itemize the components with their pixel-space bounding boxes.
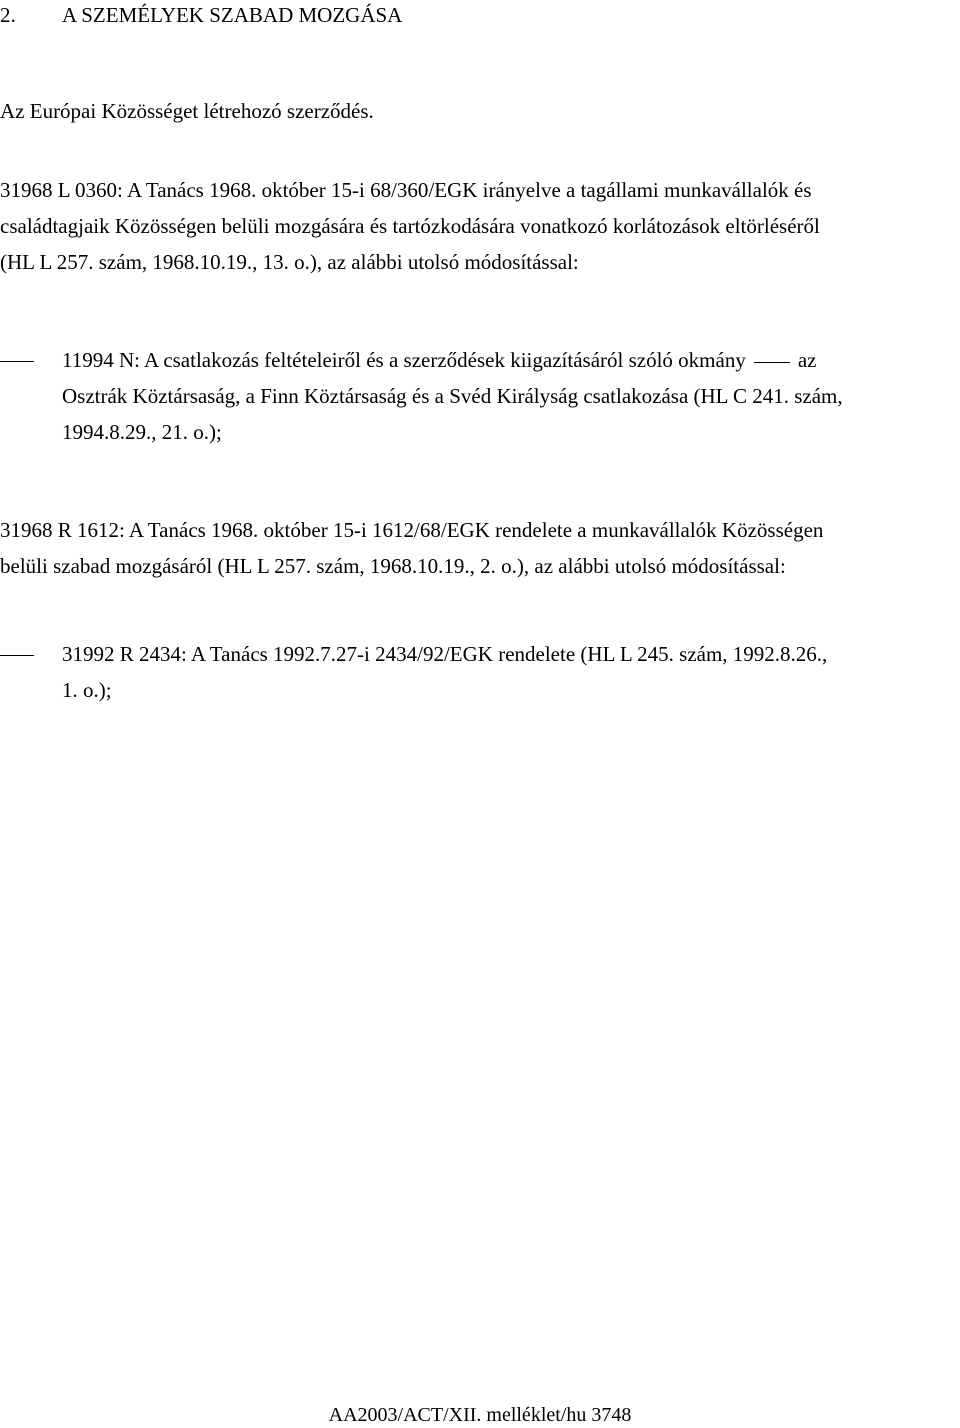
- inline-dash: [754, 362, 790, 363]
- entry-2-line-2: belüli szabad mozgásáról (HL L 257. szám, 1968.10.19., 2. o.), az alábbi utolsó módosítással:: [0, 554, 786, 578]
- entry-1-amendment: [62, 342, 843, 450]
- section-number: 2.: [0, 3, 16, 27]
- amendment-dash: [0, 655, 34, 656]
- entry-1-line-2: családtagjaik Közösségen belüli mozgására és tartózkodására vonatkozó korlátozások eltörléséről: [0, 214, 820, 238]
- entry-1-amendment-line-2: Osztrák Köztársaság, a Finn Köztársaság és a Svéd Királyság csatlakozása (HL C 241. szám,: [62, 384, 843, 408]
- treaty-line: Az Európai Közösséget létrehozó szerződés.: [0, 99, 374, 123]
- amendment-dash: [0, 361, 34, 362]
- entry-1-amendment-line-1: 11994 N: A csatlakozás feltételeiről és a szerződések kiigazításáról szóló okmány az: [62, 348, 817, 372]
- entry-2-paragraph: [0, 512, 823, 584]
- entry-1-paragraph: [0, 172, 820, 280]
- entry-2-amendment-line-2: 1. o.);: [62, 678, 112, 702]
- entry-1-amendment-line-3: 1994.8.29., 21. o.);: [62, 420, 222, 444]
- section-heading: [0, 0, 402, 30]
- entry-2-amendment-line-1: 31992 R 2434: A Tanács 1992.7.27-i 2434/92/EGK rendelete (HL L 245. szám, 1992.8.26.,: [62, 642, 828, 666]
- entry-2-amendment: [62, 636, 827, 708]
- entry-1-line-1: 31968 L 0360: A Tanács 1968. október 15-i 68/360/EGK irányelve a tagállami munkavállalók és: [0, 178, 812, 202]
- entry-2-line-1: 31968 R 1612: A Tanács 1968. október 15-i 1612/68/EGK rendelete a munkavállalók Közösségen: [0, 518, 824, 542]
- section-title: A SZEMÉLYEK SZABAD MOZGÁSA: [62, 3, 403, 27]
- page-footer: AA2003/ACT/XII. melléklet/hu 3748: [328, 1404, 632, 1426]
- entry-1-line-3: (HL L 257. szám, 1968.10.19., 13. o.), az alábbi utolsó módosítással:: [0, 250, 579, 274]
